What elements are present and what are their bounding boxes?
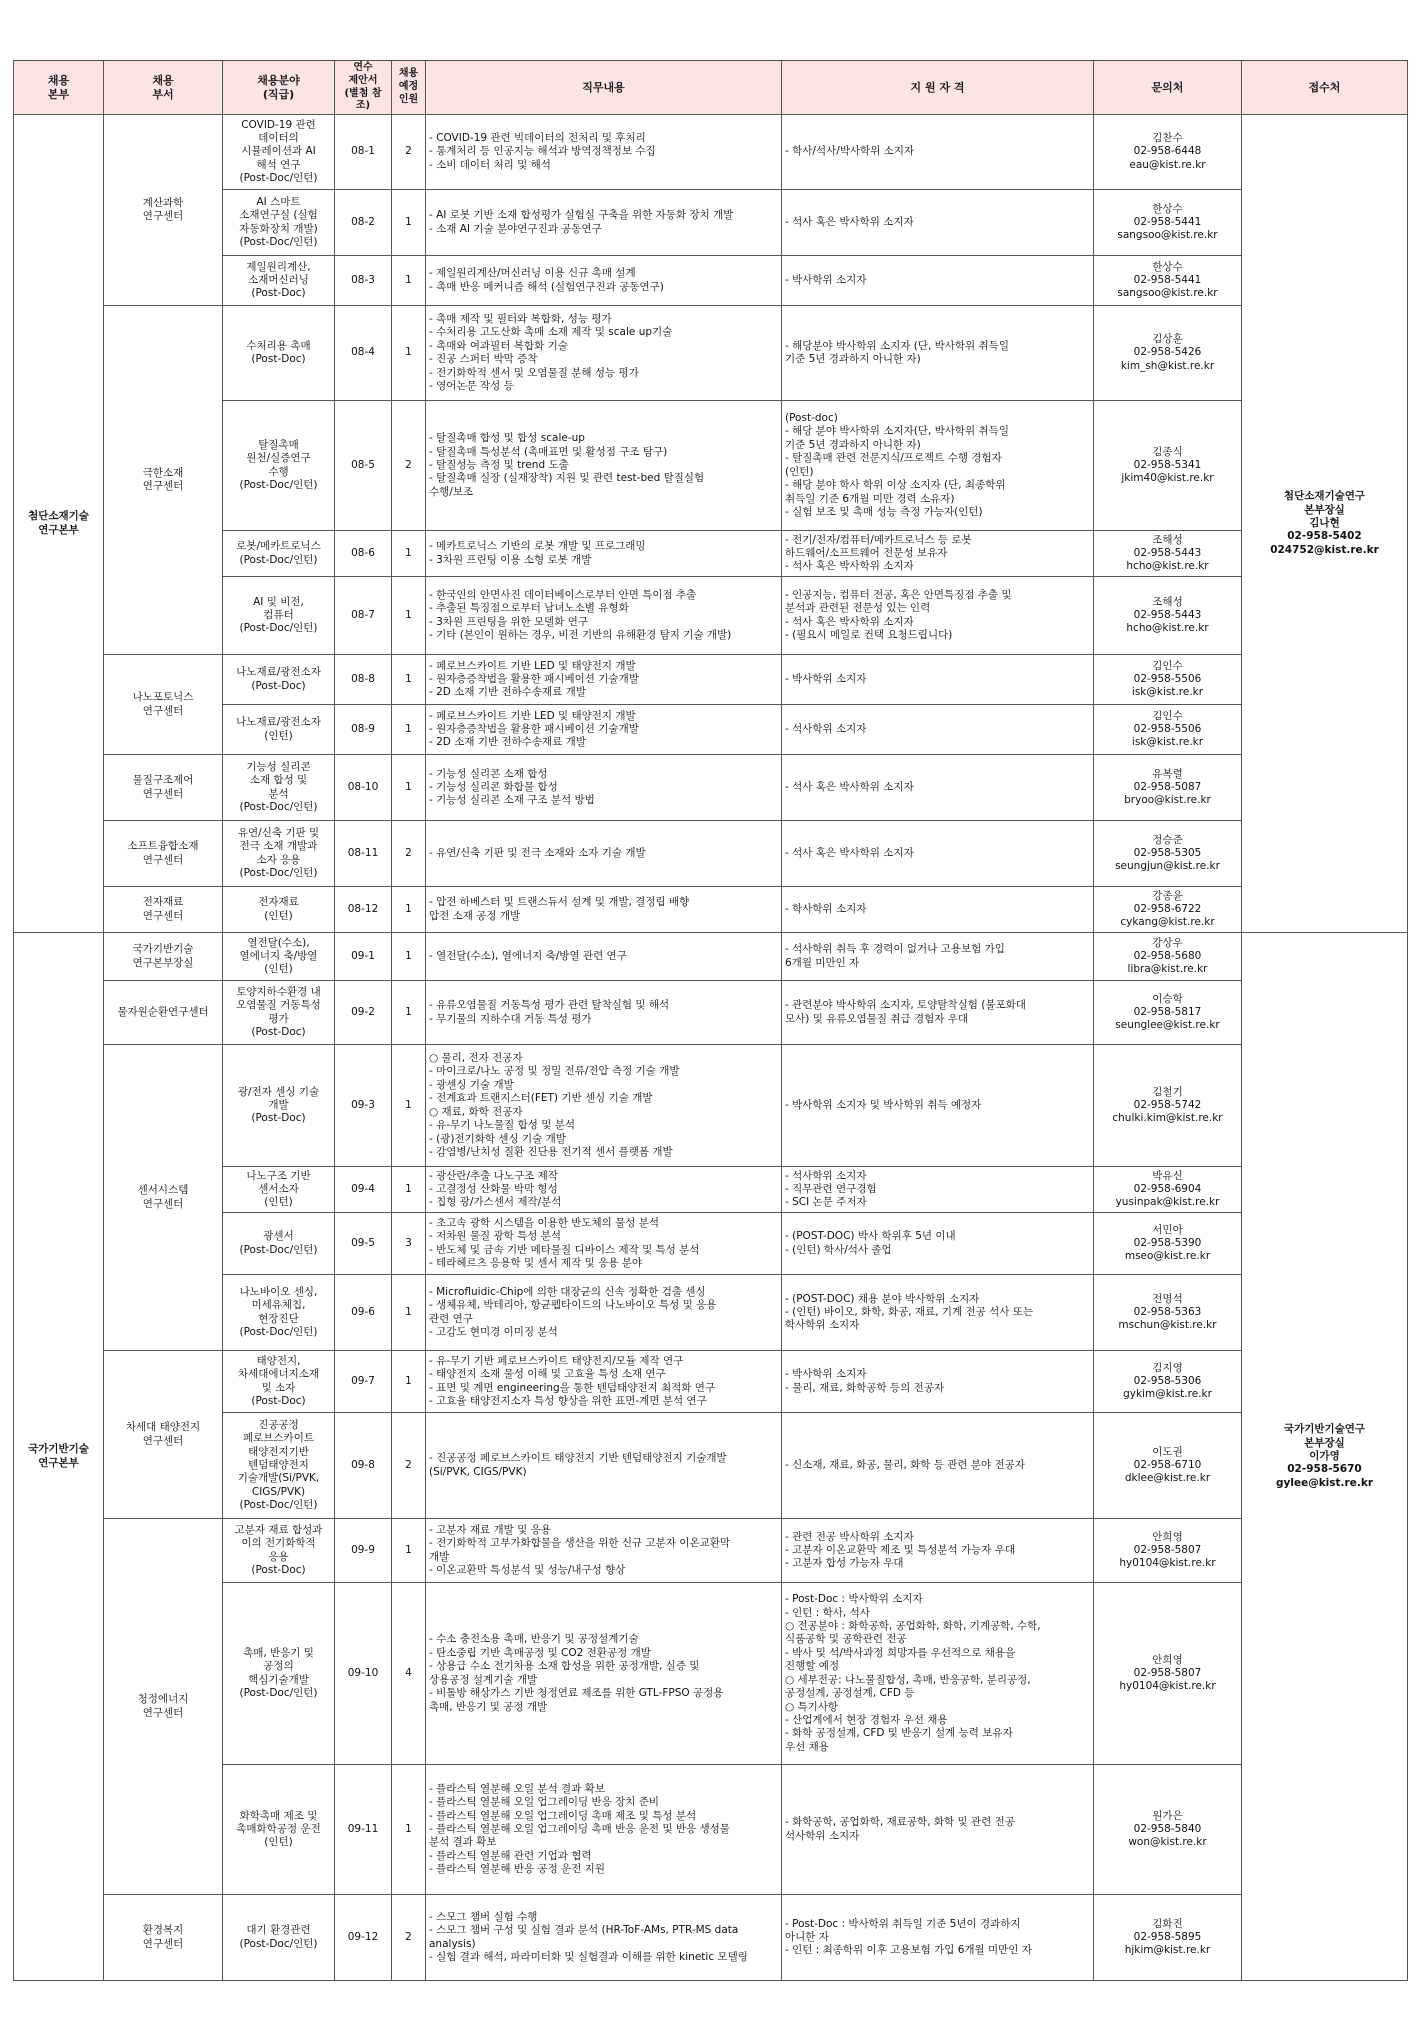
field-cell: COVID-19 관련 데이터의 시뮬레이션과 AI 해석 연구 (Post-Doc/인턴) bbox=[223, 115, 335, 190]
count-cell: 1 bbox=[392, 933, 426, 981]
header-field: 채용분야 (직급) bbox=[223, 61, 335, 115]
field-cell: 로봇/메카트로닉스 (Post-Doc/인턴) bbox=[223, 531, 335, 577]
code-cell: 08-4 bbox=[335, 306, 392, 401]
code-cell: 09-8 bbox=[335, 1413, 392, 1519]
contact-cell: 원가은 02-958-5840 won@kist.re.kr bbox=[1094, 1765, 1242, 1895]
contact-cell: 김인수 02-958-5506 isk@kist.re.kr bbox=[1094, 705, 1242, 755]
table-row bbox=[14, 531, 1408, 577]
table-row bbox=[14, 1167, 1408, 1213]
table-row bbox=[14, 401, 1408, 531]
qual-cell: - 석사학위 소지자 - 직무관련 연구경험 - SCI 논문 주저자 bbox=[782, 1167, 1094, 1213]
duties-cell: - 광산란/추출 나노구조 제작 - 고결정성 산화물 박막 형성 - 칩형 광/가스센서 제작/분석 bbox=[426, 1167, 782, 1213]
qual-cell: - 석사학위 소지자 bbox=[782, 705, 1094, 755]
code-cell: 09-3 bbox=[335, 1045, 392, 1167]
header-qual: 지 원 자 격 bbox=[782, 61, 1094, 115]
count-cell: 1 bbox=[392, 655, 426, 705]
code-cell: 09-5 bbox=[335, 1213, 392, 1275]
qual-cell: - 박사학위 소지자 bbox=[782, 256, 1094, 306]
qual-cell: - 석사 혹은 박사학위 소지자 bbox=[782, 190, 1094, 256]
count-cell: 1 bbox=[392, 1045, 426, 1167]
field-cell: 기능성 실리콘 소재 합성 및 분석 (Post-Doc/인턴) bbox=[223, 755, 335, 821]
table-row bbox=[14, 981, 1408, 1045]
table-row bbox=[14, 1583, 1408, 1765]
count-cell: 1 bbox=[392, 1275, 426, 1351]
code-cell: 08-9 bbox=[335, 705, 392, 755]
code-cell: 08-11 bbox=[335, 821, 392, 887]
duties-cell: - 페로브스카이트 기반 LED 및 태양전지 개발 - 원자층증착법을 활용한 패시베이션 기술개발 - 2D 소재 기반 전하수송재료 개발 bbox=[426, 655, 782, 705]
field-cell: 나노구조 기반 센서소자 (인턴) bbox=[223, 1167, 335, 1213]
count-cell: 1 bbox=[392, 705, 426, 755]
field-cell: 대기 환경관련 (Post-Doc/인턴) bbox=[223, 1895, 335, 1981]
table-row bbox=[14, 577, 1408, 655]
qual-cell: - 석사학위 취득 후 경력이 없거나 고용보험 가입 6개월 미만인 자 bbox=[782, 933, 1094, 981]
code-cell: 09-6 bbox=[335, 1275, 392, 1351]
qual-cell: - Post-Doc : 박사학위 소지자 - 인턴 : 학사, 석사 ○ 전공분야 : 화학공학, 공업화학, 화학, 기계공학, 수학, 식품공학 및 공학관련 전공 - 박사 및 석/박사과정 희망자를 우선적으로 채용을 진행할 예정 ○ 세부전공: 나노물질합성, 촉매, 반응공학, 분리공정, 공정설계, 공정설계, CFD 등 ○ 특기사항 - 산업계에서 현장 경험자 우선 채용 - 화학 공정설계, CFD 및 반응기 설계 능력 보유자 우선 채용 bbox=[782, 1583, 1094, 1765]
table-row bbox=[14, 1895, 1408, 1981]
count-cell: 1 bbox=[392, 1351, 426, 1413]
dept-cell: 국가기반기술 연구본부장실 bbox=[104, 933, 223, 981]
field-cell: 촉매, 반응기 및 공정의 핵심기술개발 (Post-Doc/인턴) bbox=[223, 1583, 335, 1765]
duties-cell: - 압전 하베스터 및 트랜스듀서 설계 및 개발, 결정립 배향 압전 소재 공정 개발 bbox=[426, 887, 782, 933]
duties-cell: - 한국인의 안면사진 데이터베이스로부터 안면 특이점 추출 - 추출된 특징점으로부터 남녀노소별 유형화 - 3차원 프린팅을 위한 모델화 연구 - 기타 (본인이 원하는 경우, 비전 기반의 유해환경 탐지 기술 개발) bbox=[426, 577, 782, 655]
dept-cell: 환경복지 연구센터 bbox=[104, 1895, 223, 1981]
contact-cell: 이승학 02-958-5817 seunglee@kist.re.kr bbox=[1094, 981, 1242, 1045]
field-cell: AI 및 비전, 컴퓨터 (Post-Doc/인턴) bbox=[223, 577, 335, 655]
contact-cell: 김찬수 02-958-6448 eau@kist.re.kr bbox=[1094, 115, 1242, 190]
duties-cell: - Microfluidic-Chip에 의한 대장균의 신속 정확한 검출 센싱 - 생체유체, 박테리아, 항균펩타이드의 나노바이오 특성 및 응용 관련 연구 - 고감도 현미경 이미징 분석 bbox=[426, 1275, 782, 1351]
code-cell: 08-10 bbox=[335, 755, 392, 821]
field-cell: 광/전자 센싱 기술 개발 (Post-Doc) bbox=[223, 1045, 335, 1167]
duties-cell: - 기능성 실리콘 소재 합성 - 기능성 실리콘 화합물 합성 - 기능성 실리콘 소재 구조 분석 방법 bbox=[426, 755, 782, 821]
field-cell: 나노재료/광전소자 (Post-Doc) bbox=[223, 655, 335, 705]
dept-cell: 계산과학 연구센터 bbox=[104, 115, 223, 306]
contact-cell: 김철기 02-958-5742 chulki.kim@kist.re.kr bbox=[1094, 1045, 1242, 1167]
field-cell: 진공공정 페로브스카이트 태양전지기반 텐덤태양전지 기술개발(Si/PVK, CIGS/PVK) (Post-Doc/인턴) bbox=[223, 1413, 335, 1519]
table-row bbox=[14, 190, 1408, 256]
duties-cell: - 메카트로닉스 기반의 로봇 개발 및 프로그래밍 - 3차원 프린팅 이용 소형 로봇 개발 bbox=[426, 531, 782, 577]
contact-cell: 정승준 02-958-5305 seungjun@kist.re.kr bbox=[1094, 821, 1242, 887]
contact-cell: 서민아 02-958-5390 mseo@kist.re.kr bbox=[1094, 1213, 1242, 1275]
field-cell: 유연/신축 기판 및 전극 소재 개발과 소자 응용 (Post-Doc/인턴) bbox=[223, 821, 335, 887]
duties-cell: - 촉매 제작 및 필터와 복합화, 성능 평가 - 수처리용 고도산화 촉매 소재 제작 및 scale up기술 - 촉매와 여과필터 복합화 기술 - 진공 스퍼터 박막 증착 - 전기화학적 센서 및 오염물질 분해 성능 평가 - 영어논문 작성 등 bbox=[426, 306, 782, 401]
table-row bbox=[14, 1045, 1408, 1167]
division-cell: 첨단소재기술 연구본부 bbox=[14, 115, 104, 933]
count-cell: 1 bbox=[392, 190, 426, 256]
count-cell: 2 bbox=[392, 115, 426, 190]
qual-cell: - 석사 혹은 박사학위 소지자 bbox=[782, 821, 1094, 887]
contact-cell: 유복렬 02-958-5087 bryoo@kist.re.kr bbox=[1094, 755, 1242, 821]
qual-cell: - 학사/석사/박사학위 소지자 bbox=[782, 115, 1094, 190]
contact-cell: 조해성 02-958-5443 hcho@kist.re.kr bbox=[1094, 577, 1242, 655]
header-receiver: 접수처 bbox=[1242, 61, 1408, 115]
qual-cell: - 전기/전자/컴퓨터/메카트로닉스 등 로봇 하드웨어/소프트웨어 전문성 보유자 - 석사 혹은 박사학위 소지자 bbox=[782, 531, 1094, 577]
duties-cell: - 페로브스카이트 기반 LED 및 태양전지 개발 - 원자층증착법을 활용한 패시베이션 기술개발 - 2D 소재 기반 전하수송재료 개발 bbox=[426, 705, 782, 755]
field-cell: 열전달(수소), 열에너지 축/방열 (인턴) bbox=[223, 933, 335, 981]
header-dept: 채용 부서 bbox=[104, 61, 223, 115]
code-cell: 09-11 bbox=[335, 1765, 392, 1895]
qual-cell: (Post-doc) - 해당 분야 박사학위 소지자(단, 박사학위 취득일 기준 5년 경과하지 아니한 자) - 탈질촉매 관련 전문지식/프로젝트 수행 경험자 (인턴) - 해당 분야 학사 학위 이상 소지자 (단, 최종학위 취득일 기준 6개월 미만 경력 소유자) - 실험 보조 및 촉매 성능 측정 가능자(인턴) bbox=[782, 401, 1094, 531]
code-cell: 09-9 bbox=[335, 1519, 392, 1583]
duties-cell: - 플라스틱 열분해 오일 분석 결과 확보 - 플라스틱 열분해 오일 업그레이딩 반응 장치 준비 - 플라스틱 열분해 오일 업그레이딩 촉매 제조 및 특성 분석 - 플라스틱 열분해 오일 업그레이딩 촉매 반응 운전 및 반응 생성물 분석 결과 확보 - 플라스틱 열분해 관련 기업과 협력 - 플라스틱 열분해 반응 공정 운전 지원 bbox=[426, 1765, 782, 1895]
table-row bbox=[14, 933, 1408, 981]
field-cell: 토양지하수환경 내 오염물질 거동특성 평가 (Post-Doc) bbox=[223, 981, 335, 1045]
qual-cell: - 석사 혹은 박사학위 소지자 bbox=[782, 755, 1094, 821]
count-cell: 2 bbox=[392, 1413, 426, 1519]
code-cell: 08-5 bbox=[335, 401, 392, 531]
table-row bbox=[14, 705, 1408, 755]
field-cell: 나노바이오 센싱, 미세유체칩, 현장진단 (Post-Doc/인턴) bbox=[223, 1275, 335, 1351]
count-cell: 1 bbox=[392, 981, 426, 1045]
contact-cell: 김종식 02-958-5341 jkim40@kist.re.kr bbox=[1094, 401, 1242, 531]
dept-cell: 청정에너지 연구센터 bbox=[104, 1519, 223, 1895]
code-cell: 08-6 bbox=[335, 531, 392, 577]
code-cell: 08-8 bbox=[335, 655, 392, 705]
recruitment-table bbox=[13, 60, 1408, 1981]
qual-cell: - 화학공학, 공업화학, 재료공학, 화학 및 관련 전공 석사학위 소지자 bbox=[782, 1765, 1094, 1895]
qual-cell: - 관련분야 박사학위 소지자, 토양탈착실험 (불포화대 모사) 및 유류오염물질 취급 경험자 우대 bbox=[782, 981, 1094, 1045]
table-row bbox=[14, 821, 1408, 887]
code-cell: 08-12 bbox=[335, 887, 392, 933]
code-cell: 09-12 bbox=[335, 1895, 392, 1981]
field-cell: 화학촉매 제조 및 촉매화학공정 운전 (인턴) bbox=[223, 1765, 335, 1895]
duties-cell: - 진공공정 페로브스카이트 태양전지 기반 텐덤태양전지 기술개발 (Si/PVK, CIGS/PVK) bbox=[426, 1413, 782, 1519]
dept-cell: 센서시스템 연구센터 bbox=[104, 1045, 223, 1351]
count-cell: 1 bbox=[392, 755, 426, 821]
qual-cell: - 관련 전공 박사학위 소지자 - 고분자 이온교환막 제조 및 특성분석 가능자 우대 - 고분자 합성 가능자 우대 bbox=[782, 1519, 1094, 1583]
code-cell: 08-3 bbox=[335, 256, 392, 306]
code-cell: 09-1 bbox=[335, 933, 392, 981]
contact-cell: 조해성 02-958-5443 hcho@kist.re.kr bbox=[1094, 531, 1242, 577]
duties-cell: ○ 물리, 전자 전공자 - 마이크로/나노 공정 및 정밀 전류/전압 측정 기술 개발 - 광센싱 기술 개발 - 전계효과 트랜지스터(FET) 기반 센싱 기술 개발 ○ 재료, 화학 전공자 - 유-무기 나노물질 합성 및 분석 - (광)전기화학 센싱 기술 개발 - 감염병/난치성 질환 진단용 전기적 센서 플랫폼 개발 bbox=[426, 1045, 782, 1167]
qual-cell: - 박사학위 소지자 bbox=[782, 655, 1094, 705]
field-cell: 탈질촉매 원천/실증연구 수행 (Post-Doc/인턴) bbox=[223, 401, 335, 531]
qual-cell: - 박사학위 소지자 - 물리, 재료, 화학공학 등의 전공자 bbox=[782, 1351, 1094, 1413]
qual-cell: - Post-Doc : 박사학위 취득일 기준 5년이 경과하지 아니한 자 - 인턴 : 최종학위 이후 고용보험 가입 6개월 미만인 자 bbox=[782, 1895, 1094, 1981]
contact-cell: 한상수 02-958-5441 sangsoo@kist.re.kr bbox=[1094, 256, 1242, 306]
count-cell: 1 bbox=[392, 1519, 426, 1583]
receiver-cell: 첨단소재기술연구 본부장실 김나현 02-958-5402 024752@kist.re.kr bbox=[1242, 115, 1408, 933]
contact-cell: 강상우 02-958-5680 libra@kist.re.kr bbox=[1094, 933, 1242, 981]
count-cell: 2 bbox=[392, 401, 426, 531]
qual-cell: - 신소재, 재료, 화공, 물리, 화학 등 관련 분야 전공자 bbox=[782, 1413, 1094, 1519]
contact-cell: 한상수 02-958-5441 sangsoo@kist.re.kr bbox=[1094, 190, 1242, 256]
field-cell: 전자재료 (인턴) bbox=[223, 887, 335, 933]
receiver-cell: 국가기반기술연구 본부장실 이가영 02-958-5670 gylee@kist.re.kr bbox=[1242, 933, 1408, 1981]
table-row bbox=[14, 1213, 1408, 1275]
code-cell: 09-7 bbox=[335, 1351, 392, 1413]
contact-cell: 박유신 02-958-6904 yusinpak@kist.re.kr bbox=[1094, 1167, 1242, 1213]
table-row bbox=[14, 1351, 1408, 1413]
dept-cell: 소프트융합소재 연구센터 bbox=[104, 821, 223, 887]
contact-cell: 전명석 02-958-5363 mschun@kist.re.kr bbox=[1094, 1275, 1242, 1351]
recruitment-table-sheet bbox=[13, 60, 1407, 1981]
field-cell: AI 스마트 소재연구실 (실험 자동화장치 개발) (Post-Doc/인턴) bbox=[223, 190, 335, 256]
contact-cell: 김상훈 02-958-5426 kim_sh@kist.re.kr bbox=[1094, 306, 1242, 401]
table-row bbox=[14, 306, 1408, 401]
table-row bbox=[14, 256, 1408, 306]
dept-cell: 나노포토닉스 연구센터 bbox=[104, 655, 223, 755]
code-cell: 08-2 bbox=[335, 190, 392, 256]
qual-cell: - (POST-DOC) 채용 분야 박사학위 소지자 - (인턴) 바이오, 화학, 화공, 재료, 기계 전공 석사 또는 학사학위 소지자 bbox=[782, 1275, 1094, 1351]
qual-cell: - 학사학위 소지자 bbox=[782, 887, 1094, 933]
count-cell: 2 bbox=[392, 821, 426, 887]
code-cell: 09-2 bbox=[335, 981, 392, 1045]
table-row bbox=[14, 755, 1408, 821]
count-cell: 1 bbox=[392, 577, 426, 655]
count-cell: 1 bbox=[392, 1765, 426, 1895]
duties-cell: - 수소 충전소용 촉매, 반응기 및 공정설계기술 - 탄소중립 기반 촉매공정 및 CO2 전환공정 개발 - 상용급 수소 전기차용 소재 합성을 위한 공정개발, 실증 및 상용공정 설계기술 개발 - 비톨방 해상가스 기반 청정연료 제조를 위한 GTL-FPSO 공정용 촉매, 반응기 및 공정 개발 bbox=[426, 1583, 782, 1765]
header-code: 연수 제안서 (별첨 참조) bbox=[335, 61, 392, 115]
duties-cell: - 유-무기 기반 페로브스카이트 태양전지/모듈 제작 연구 - 태양전지 소재 물성 이해 및 고효율 특성 소재 연구 - 표면 및 계면 engineering을 통한 텐덤태양전지 최적화 연구 - 고효율 태양전지소자 특성 향상을 위한 표면-계면 분석 연구 bbox=[426, 1351, 782, 1413]
code-cell: 09-10 bbox=[335, 1583, 392, 1765]
duties-cell: - AI 로봇 기반 소재 합성평가 실험실 구축을 위한 자동화 장치 개발 - 소재 AI 기술 분야연구진과 공동연구 bbox=[426, 190, 782, 256]
division-cell: 국가기반기술 연구본부 bbox=[14, 933, 104, 1981]
contact-cell: 김인수 02-958-5506 isk@kist.re.kr bbox=[1094, 655, 1242, 705]
count-cell: 1 bbox=[392, 256, 426, 306]
count-cell: 4 bbox=[392, 1583, 426, 1765]
table-header-row bbox=[14, 61, 1408, 115]
dept-cell: 물질구조제어 연구센터 bbox=[104, 755, 223, 821]
duties-cell: - 고분자 재료 개발 및 응용 - 전기화학적 고부가화합물을 생산을 위한 신규 고분자 이온교환막 개발 - 이온교환막 특성분석 및 성능/내구성 향상 bbox=[426, 1519, 782, 1583]
table-row bbox=[14, 1275, 1408, 1351]
header-duties: 직무내용 bbox=[426, 61, 782, 115]
count-cell: 2 bbox=[392, 1895, 426, 1981]
count-cell: 1 bbox=[392, 1167, 426, 1213]
duties-cell: - 초고속 광학 시스템을 이용한 반도체의 물성 분석 - 저차원 물질 광학 특성 분석 - 반도체 및 금속 기반 메타물질 디바이스 제작 및 특성 분석 - 테라헤르츠 응용학 및 센서 제작 및 응용 분야 bbox=[426, 1213, 782, 1275]
contact-cell: 강종윤 02-958-6722 cykang@kist.re.kr bbox=[1094, 887, 1242, 933]
dept-cell: 전자재료 연구센터 bbox=[104, 887, 223, 933]
dept-cell: 극한소재 연구센터 bbox=[104, 306, 223, 655]
code-cell: 09-4 bbox=[335, 1167, 392, 1213]
duties-cell: - 열전달(수소), 열에너지 축/방열 관련 연구 bbox=[426, 933, 782, 981]
qual-cell: - (POST-DOC) 박사 학위후 5년 이내 - (인턴) 학사/석사 졸업 bbox=[782, 1213, 1094, 1275]
table-row bbox=[14, 655, 1408, 705]
table-row bbox=[14, 115, 1408, 190]
contact-cell: 이도권 02-958-6710 dklee@kist.re.kr bbox=[1094, 1413, 1242, 1519]
count-cell: 1 bbox=[392, 306, 426, 401]
table-row bbox=[14, 1765, 1408, 1895]
qual-cell: - 해당분야 박사학위 소지자 (단, 박사학위 취득일 기준 5년 경과하지 아니한 자) bbox=[782, 306, 1094, 401]
field-cell: 태양전지, 차세대에너지소재 및 소자 (Post-Doc) bbox=[223, 1351, 335, 1413]
field-cell: 고분자 재료 합성과 이의 전기화학적 응용 (Post-Doc) bbox=[223, 1519, 335, 1583]
qual-cell: - 박사학위 소지자 및 박사학위 취득 예정자 bbox=[782, 1045, 1094, 1167]
count-cell: 3 bbox=[392, 1213, 426, 1275]
code-cell: 08-7 bbox=[335, 577, 392, 655]
count-cell: 1 bbox=[392, 887, 426, 933]
field-cell: 나노재료/광전소자 (인턴) bbox=[223, 705, 335, 755]
table-row bbox=[14, 1413, 1408, 1519]
duties-cell: - 유류오염물질 거동특성 평가 관련 탈착실험 및 해석 - 무기물의 지하수대 거동 특성 평가 bbox=[426, 981, 782, 1045]
contact-cell: 김화진 02-958-5895 hjkim@kist.re.kr bbox=[1094, 1895, 1242, 1981]
field-cell: 제일원리계산, 소재머신러닝 (Post-Doc) bbox=[223, 256, 335, 306]
table-row bbox=[14, 1519, 1408, 1583]
table-row bbox=[14, 887, 1408, 933]
duties-cell: - 제일원리계산/머신러닝 이용 신규 촉매 설계 - 촉매 반응 메커니즘 해석 (실험연구진과 공동연구) bbox=[426, 256, 782, 306]
duties-cell: - 스모그 챔버 실험 수행 - 스모그 챔버 구성 및 실험 결과 분석 (HR-ToF-AMs, PTR-MS data analysis) - 실험 결과 해석, 파라미터화 및 실험결과 이해를 위한 kinetic 모델링 bbox=[426, 1895, 782, 1981]
count-cell: 1 bbox=[392, 531, 426, 577]
field-cell: 수처리용 촉매 (Post-Doc) bbox=[223, 306, 335, 401]
contact-cell: 김지영 02-958-5306 gykim@kist.re.kr bbox=[1094, 1351, 1242, 1413]
header-contact: 문의처 bbox=[1094, 61, 1242, 115]
contact-cell: 안희영 02-958-5807 hy0104@kist.re.kr bbox=[1094, 1519, 1242, 1583]
field-cell: 광센서 (Post-Doc/인턴) bbox=[223, 1213, 335, 1275]
header-count: 채용 예정 인원 bbox=[392, 61, 426, 115]
code-cell: 08-1 bbox=[335, 115, 392, 190]
duties-cell: - 탈질촉매 합성 및 합성 scale-up - 탈질촉매 특성분석 (촉매표면 및 활성점 구조 탐구) - 탈질성능 측정 및 trend 도출 - 탈질촉매 실장 (실재장착) 지원 및 관련 test-bed 탈질실험 수행/보조 bbox=[426, 401, 782, 531]
header-division: 채용 본부 bbox=[14, 61, 104, 115]
dept-cell: 물자원순환연구센터 bbox=[104, 981, 223, 1045]
dept-cell: 차세대 태양전지 연구센터 bbox=[104, 1351, 223, 1519]
duties-cell: - 유연/신축 기판 및 전극 소재와 소자 기술 개발 bbox=[426, 821, 782, 887]
duties-cell: - COVID-19 관련 빅데이터의 전처리 및 후처리 - 통계처리 등 인공지능 해석과 방역정책정보 수집 - 소비 데이터 처리 및 해석 bbox=[426, 115, 782, 190]
qual-cell: - 인공지능, 컴퓨터 전공, 혹은 안면특징점 추출 및 분석과 관련된 전문성 있는 인력 - 석사 혹은 박사학위 소지자 - (필요시 메일로 컨택 요청드립니다) bbox=[782, 577, 1094, 655]
contact-cell: 안희영 02-958-5807 hy0104@kist.re.kr bbox=[1094, 1583, 1242, 1765]
